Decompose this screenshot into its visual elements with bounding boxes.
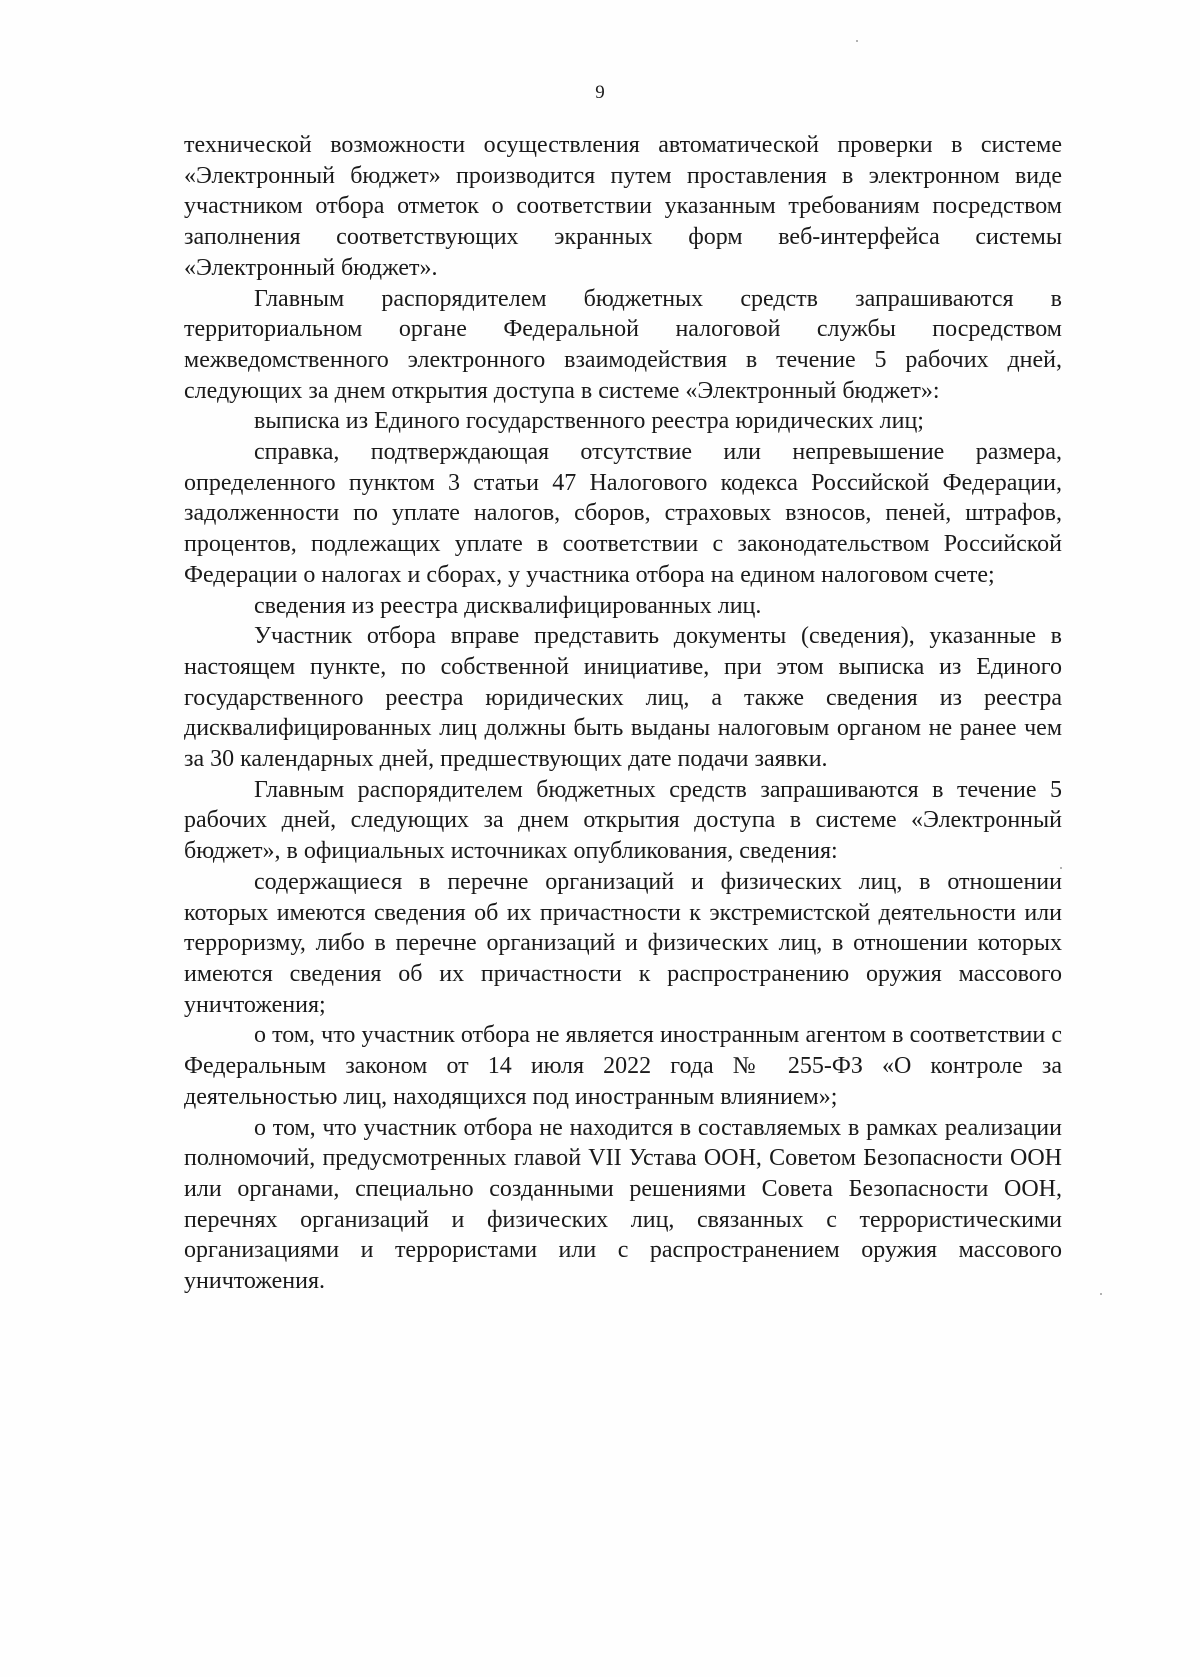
paragraph-3: выписка из Единого государственного реестра юридических лиц;: [254, 408, 924, 435]
scan-speck: [1060, 867, 1062, 869]
scan-speck: [1100, 1293, 1102, 1295]
paragraph-4: справка, подтверждающая отсутствие или непревышение размера, определенного пунктом 3 статьи 47 Налогового кодекса Российской Федерации, задолженности по уплате налогов, сборов, страховых взносов, пеней, штрафов, процентов, подлежащих уплате в соответствии с законодательством Российской Федерации о налогах и сборах, у участника отбора на едином налоговом счете;: [184, 439, 1062, 588]
paragraph-5: сведения из реестра дисквалифицированных лиц.: [254, 592, 762, 619]
paragraph-2: Главным распорядителем бюджетных средств запрашиваются в территориальном органе Федеральной налоговой службы посредством межведомственного электронного взаимодействия в течение 5 рабочих дней, следующих за днем открытия доступа в системе «Электронный бюджет»:: [184, 285, 1062, 404]
paragraph-8: содержащиеся в перечне организаций и физических лиц, в отношении которых имеются сведения об их причастности к экстремистской деятельности или терроризму, либо в перечне организаций и физических лиц, в отношении которых имеются сведения об их причастности к распространению оружия массового уничтожения;: [184, 868, 1062, 1018]
paragraph-9: о том, что участник отбора не является иностранным агентом в соответствии с Федеральным законом от 14 июля 2022 года № 255-ФЗ «О контроле за деятельностью лиц, находящихся под иностранным влиянием»;: [184, 1022, 1062, 1110]
paragraph-1: технической возможности осуществления автоматической проверки в системе «Электронный бюджет» производится путем проставления в электронном виде участником отбора отметок о соответствии указанным требованиям посредством заполнения соответствующих экранных форм веб-интерфейса системы «Электронный бюджет».: [184, 132, 1062, 281]
document-body: [184, 130, 1062, 1297]
scan-speck: [856, 40, 858, 42]
page-number: 9: [595, 82, 605, 103]
paragraph-7: Главным распорядителем бюджетных средств запрашиваются в течение 5 рабочих дней, следующих за днем открытия доступа в системе «Электронный бюджет», в официальных источниках опубликования, сведения:: [184, 776, 1062, 865]
paragraph-6: Участник отбора вправе представить документы (сведения), указанные в настоящем пункте, по собственной инициативе, при этом выписка из Единого государственного реестра юридических лиц, а также сведения из реестра дисквалифицированных лиц должны быть выданы налоговым органом не ранее чем за 30 календарных дней, предшествующих дате подачи заявки.: [184, 623, 1062, 773]
paragraph-10: о том, что участник отбора не находится в составляемых в рамках реализации полномочий, предусмотренных главой VII Устава ООН, Советом Безопасности ООН или органами, специально созданными решениями Совета Безопасности ООН, перечнях организаций и физических лиц, связанных с террористическими организациями и террористами или с распространением оружия массового уничтожения.: [184, 1114, 1062, 1295]
